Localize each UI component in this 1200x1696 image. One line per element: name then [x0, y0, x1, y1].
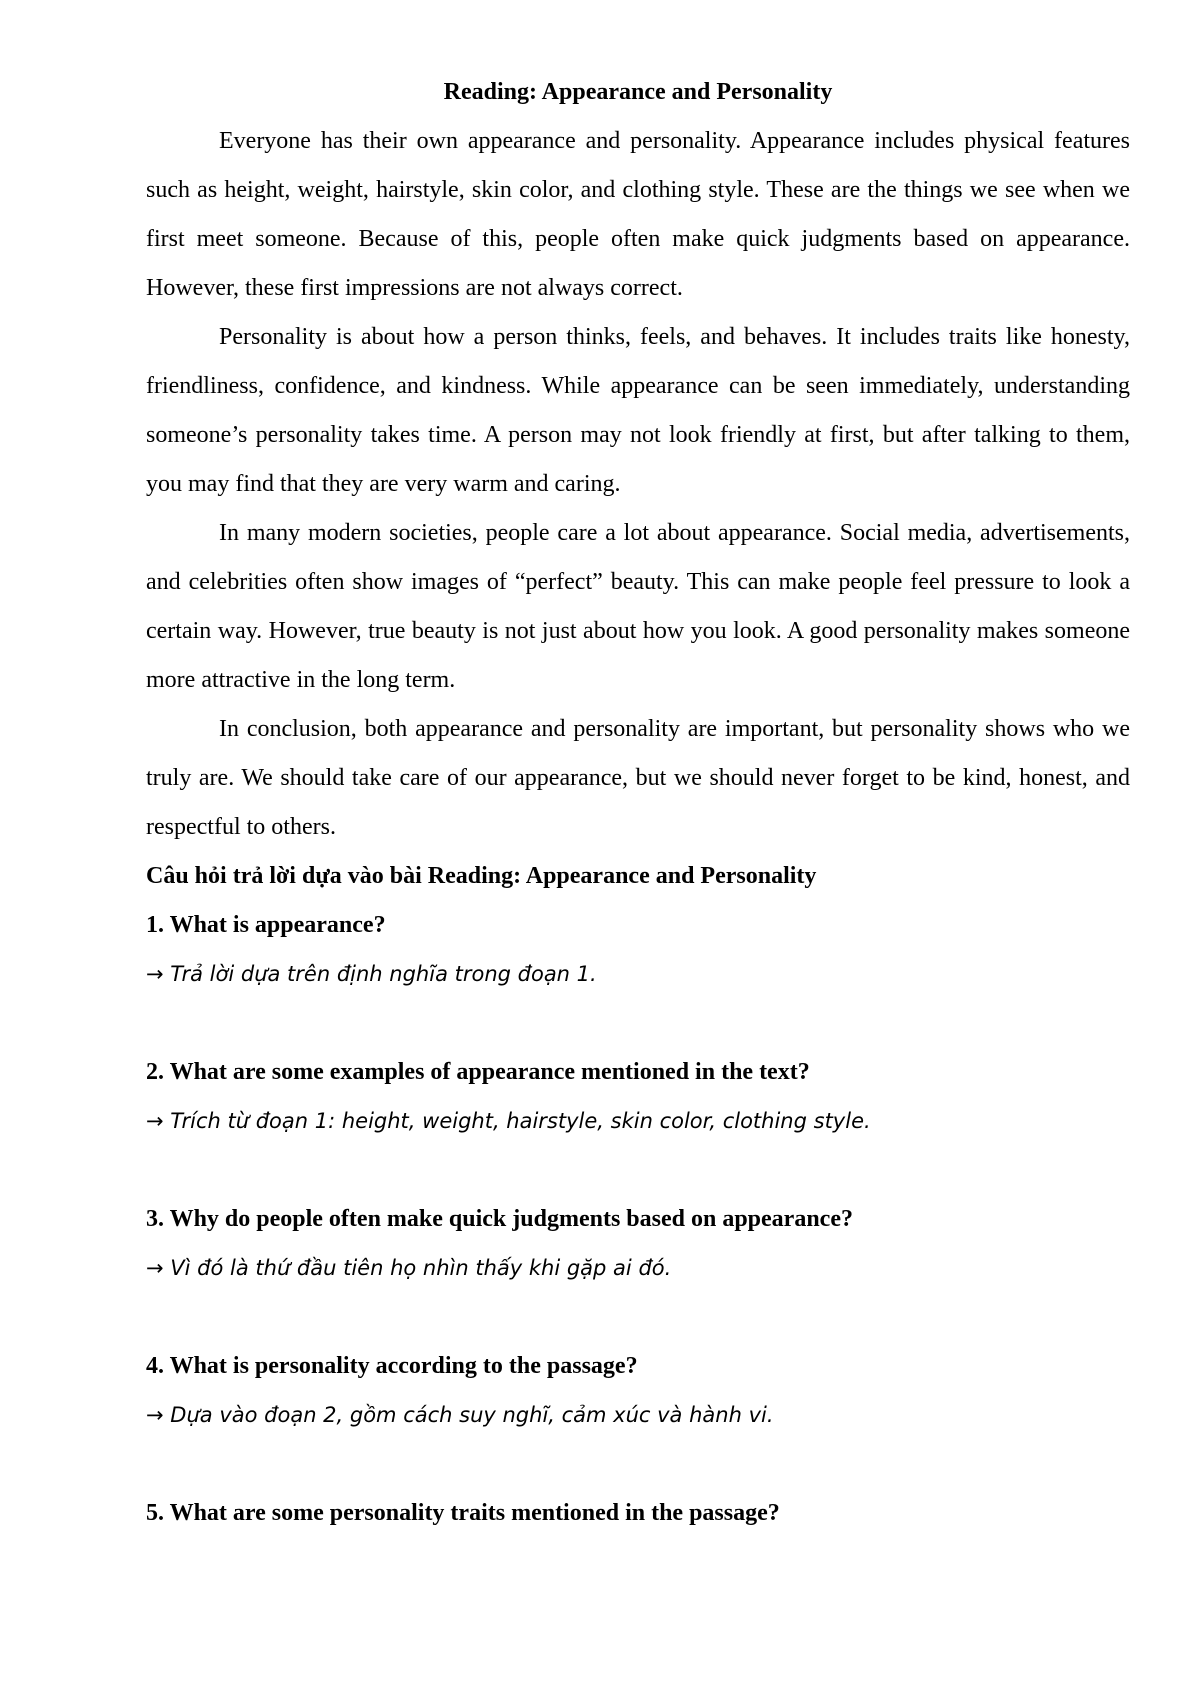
- answer-hint: [146, 1244, 1130, 1293]
- answer-text: Vì đó là thứ đầu tiên họ nhìn thấy khi gặp ai đó.: [170, 1256, 672, 1280]
- answer-text: Dựa vào đoạn 2, gồm cách suy nghĩ, cảm xúc và hành vi.: [170, 1403, 774, 1427]
- question-text: 5. What are some personality traits mentioned in the passage?: [146, 1500, 780, 1526]
- paragraph-3: In many modern societies, people care a lot about appearance. Social media, advertisements, and celebrities often show images of “perfect” beauty. This can make people feel pressure to look a certain way. However, true beauty is not just about how you look. A good personality makes someone more attractive in the long term.: [146, 520, 1130, 693]
- question-text: 2. What are some examples of appearance mentioned in the text?: [146, 1059, 810, 1085]
- arrow-right-icon: →: [146, 1256, 164, 1280]
- question-item-1: [146, 901, 1130, 999]
- document-page: [146, 68, 1130, 1538]
- arrow-right-icon: →: [146, 1403, 164, 1427]
- paragraph-4: In conclusion, both appearance and personality are important, but personality shows who we truly are. We should take care of our appearance, but we should never forget to be kind, honest, and respectful to others.: [146, 716, 1130, 840]
- paragraph-1: Everyone has their own appearance and personality. Appearance includes physical features such as height, weight, hairstyle, skin color, and clothing style. These are the things we see when we first meet someone. Because of this, people often make quick judgments based on appearance. However, these first impressions are not always correct.: [146, 128, 1130, 301]
- question-text: 1. What is appearance?: [146, 912, 386, 938]
- document-title: Reading: Appearance and Personality: [443, 79, 833, 105]
- question-item-3: [146, 1195, 1130, 1293]
- question-item-2: [146, 1048, 1130, 1146]
- question-text: 3. Why do people often make quick judgments based on appearance?: [146, 1206, 853, 1232]
- answer-hint: [146, 950, 1130, 999]
- arrow-right-icon: →: [146, 1109, 164, 1133]
- question-item-4: [146, 1342, 1130, 1440]
- answer-text: Trả lời dựa trên định nghĩa trong đoạn 1.: [170, 962, 597, 986]
- answer-hint: [146, 1097, 1130, 1146]
- answer-hint: [146, 1391, 1130, 1440]
- question-text: 4. What is personality according to the passage?: [146, 1353, 638, 1379]
- question-list: [146, 901, 1130, 1538]
- reading-passage: [146, 117, 1130, 852]
- question-item-5: [146, 1489, 1130, 1538]
- arrow-right-icon: →: [146, 962, 164, 986]
- paragraph-2: Personality is about how a person thinks, feels, and behaves. It includes traits like honesty, friendliness, confidence, and kindness. While appearance can be seen immediately, understanding someone’s personality takes time. A person may not look friendly at first, but after talking to them, you may find that they are very warm and caring.: [146, 324, 1130, 497]
- questions-heading: Câu hỏi trả lời dựa vào bài Reading: Appearance and Personality: [146, 863, 817, 889]
- answer-text: Trích từ đoạn 1: height, weight, hairstyle, skin color, clothing style.: [170, 1109, 871, 1133]
